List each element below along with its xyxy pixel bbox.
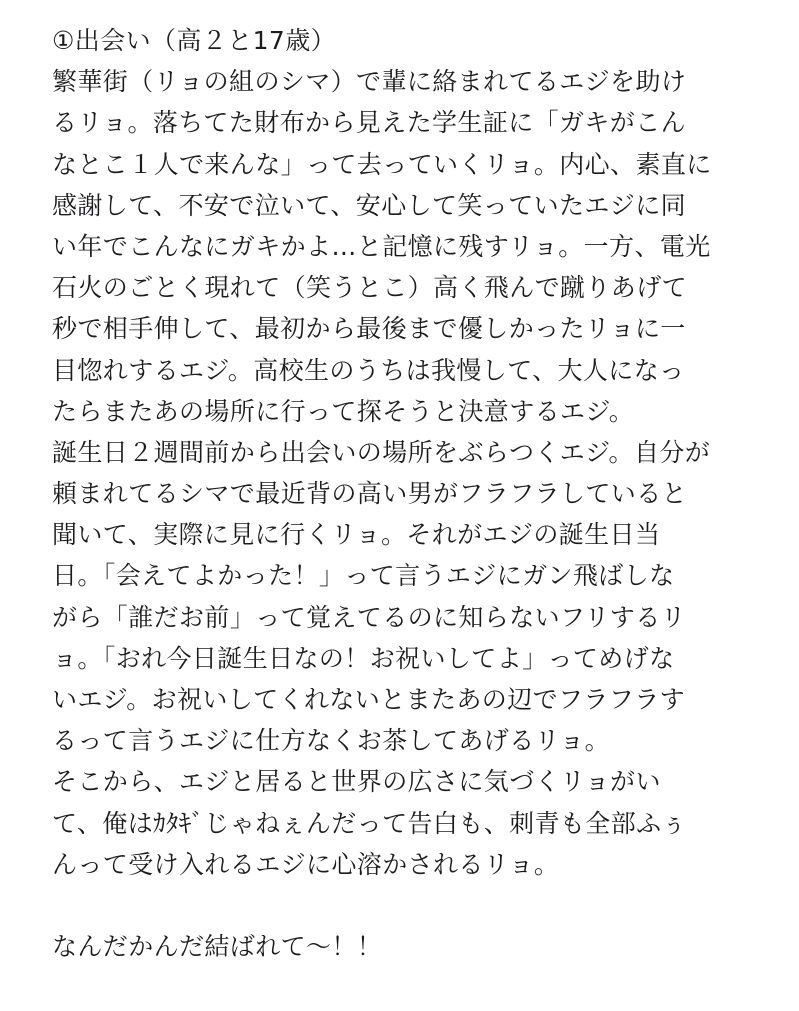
note-line: るリョ。落ちてた財布から見えた学生証に「ガキがこん	[52, 108, 687, 138]
note-line: 石火のごとく現れて（笑うとこ）高く飛んで蹴りあげて	[52, 273, 688, 303]
note-line: なとこ１人で来んな」って去っていくリョ。内心、素直に	[52, 149, 712, 179]
note-line: そこから、エジと居ると世界の広さに気づくリョがい	[52, 767, 661, 797]
note-heading: ①出会い（高２と17歳）	[52, 26, 337, 55]
note-line: 頼まれてるシマで最近背の高い男がフラフラしていると	[52, 479, 688, 509]
note-line: て、俺はｶﾀｷﾞじゃねぇんだって告白も、刺青も全部ふぅ	[52, 808, 687, 838]
note-line: がら「誰だお前」って覚えてるのに知らないフリするリ	[52, 602, 687, 632]
note-line: い年でこんなにガキかよ…と記憶に残すリョ。一方、電光	[52, 231, 711, 261]
note-line: 誕生日２週間前から出会いの場所をぶらつくエジ。自分が	[52, 437, 711, 467]
note-body	[52, 20, 752, 967]
note-line: 感謝して、不安で泣いて、安心して笑っていたエジに同	[52, 190, 687, 220]
note-line: 目惚れするエジ。高校生のうちは我慢して、大人になっ	[52, 355, 685, 385]
note-line: るって言うエジに仕方なくお茶してあげるリョ。	[52, 726, 611, 756]
note-line: 聞いて、実際に見に行くリョ。それがエジの誕生日当	[52, 520, 661, 550]
note-line: 秒で相手伸して、最初から最後まで優しかったリョに一	[52, 314, 686, 344]
note-line: 繁華街（リョの組のシマ）で輩に絡まれてるエジを助け	[52, 67, 687, 97]
note-line: たらまたあの場所に行って探そうと決意するエジ。	[52, 396, 635, 426]
note-line: いエジ。お祝いしてくれないとまたあの辺でフラフラす	[52, 685, 686, 714]
note-line: んって受け入れるエジに心溶かされるリョ。	[52, 849, 560, 879]
note-closing-line: なんだかんだ結ばれて〜！！	[52, 932, 383, 962]
blank-line	[52, 885, 752, 926]
note-line: 日。「会えてよかった！」って言うエジにガン飛ばしな	[52, 561, 675, 591]
note-line: ョ。「おれ今日誕生日なの！お祝いしてよ」ってめげな	[52, 643, 675, 673]
